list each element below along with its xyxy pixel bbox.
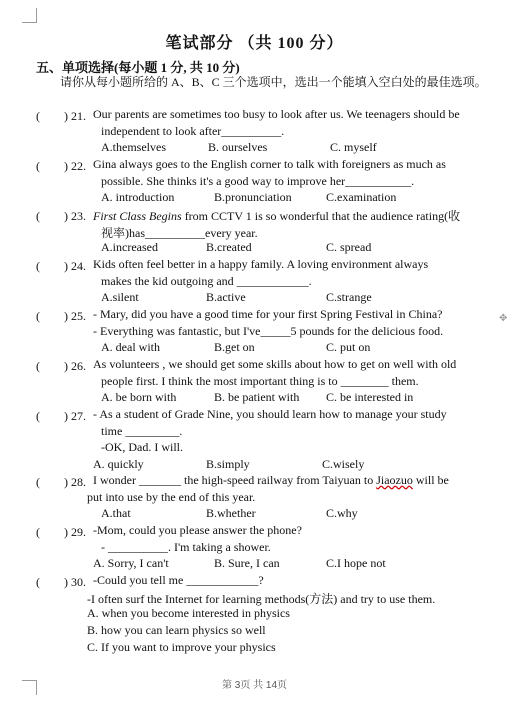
question-number: ( ) 26. [36,359,86,373]
option-a[interactable]: A.silent [101,290,139,304]
question-text: time _________. [101,424,183,438]
option-a[interactable]: A. introduction [101,190,175,204]
option-c[interactable]: C.I hope not [326,556,386,570]
option-a[interactable]: A. quickly [93,457,144,471]
option-b[interactable]: B.active [206,290,246,304]
question-text: possible. She thinks it's a good way to improve her___________. [101,174,415,188]
question-text: independent to look after__________. [101,124,285,138]
question-text: Gina always goes to the English corner to talk with foreigners as much as [93,157,446,171]
corner-mark-top-left [22,8,37,23]
option-c[interactable]: C.why [326,506,358,520]
option-c[interactable]: C.examination [326,190,397,204]
question-text: 视率)has__________every year. [101,226,258,240]
question-text: Our parents are sometimes too busy to look after us. We teenagers should be [93,107,460,121]
question-text: -Could you tell me ____________? [93,573,264,587]
question-text: makes the kid outgoing and ____________. [101,274,312,288]
option-c[interactable]: C. myself [330,140,377,154]
program-title: First Class Begins [93,209,182,223]
question-text: -I often surf the Internet for learning methods(方法) and try to use them. [87,592,436,606]
question-text [93,207,460,224]
question-number: ( ) 23. [36,209,86,223]
option-b[interactable]: B. ourselves [208,140,268,154]
option-a[interactable]: A.increased [101,240,158,254]
question-text: - Mary, did you have a good time for your first Spring Festival in China? [93,307,443,321]
question-text: - Everything was fantastic, but I've_____5 pounds for the delicious food. [93,324,444,338]
option-b[interactable]: B.whether [206,506,256,520]
option-b[interactable]: B.get on [214,340,255,354]
option-c[interactable]: C.strange [326,290,372,304]
option-a[interactable]: A.themselves [101,140,166,154]
question-number: ( ) 27. [36,409,86,423]
question-text: -Mom, could you please answer the phone? [93,523,302,537]
question-number: ( ) 24. [36,259,86,273]
option-b[interactable]: B.pronunciation [214,190,292,204]
question-text: Kids often feel better in a happy family. A loving environment always [93,257,429,271]
question-number: ( ) 28. [36,475,86,489]
question-text: put into use by the end of this year. [87,490,256,504]
option-a[interactable]: A. when you become interested in physics [87,606,290,620]
question-text-pre: I wonder _______ the high-speed railway from Taiyuan to [93,473,377,487]
page-footer: 第 3页 共 14页 [221,680,288,691]
option-b[interactable]: B.created [206,240,252,254]
option-b[interactable]: B. how you can learn physics so well [87,623,266,637]
option-b[interactable]: B.simply [206,457,250,471]
option-c[interactable]: C. put on [326,340,371,354]
section-heading: 五、单项选择(每小题 1 分, 共 10 分) [36,60,240,75]
question-text-rest: from CCTV 1 is so wonderful that the audience rating(收 [181,209,461,223]
option-b[interactable]: B. Sure, I can [214,556,280,570]
option-c[interactable]: C. be interested in [326,390,414,404]
question-text: - As a student of Grade Nine, you should learn how to manage your study [93,407,447,421]
question-text: - __________. I'm taking a shower. [101,540,271,554]
question-number: ( ) 21. [36,109,86,123]
question-text: -OK, Dad. I will. [101,440,183,454]
option-c[interactable]: C. spread [326,240,372,254]
question-number: ( ) 22. [36,159,86,173]
instruction-text: 请你从每小题所给的 A、B、C 三个选项中，选出一个能填入空白处的最佳选项。 [60,75,487,89]
page-title: 笔试部分 （共 100 分） [165,35,344,52]
option-a[interactable]: A.that [101,506,131,520]
spellcheck-word: Jiaozuo [376,473,413,487]
option-c[interactable]: C. If you want to improve your physics [87,640,276,654]
question-number: ( ) 29. [36,525,86,539]
question-number: ( ) 25. [36,309,86,323]
question-number: ( ) 30. [36,575,86,589]
option-b[interactable]: B. be patient with [214,390,300,404]
question-text [93,473,449,488]
question-text: As volunteers , we should get some skills about how to get on well with old [93,357,457,371]
option-a[interactable]: A. Sorry, I can't [93,556,169,570]
option-a[interactable]: A. deal with [101,340,160,354]
question-text: people first. I think the most important thing is to ________ them. [101,374,419,388]
move-handle-icon[interactable]: ✥ [499,313,508,324]
option-a[interactable]: A. be born with [101,390,177,404]
option-c[interactable]: C.wisely [322,457,365,471]
question-text-post: will be [412,473,449,487]
